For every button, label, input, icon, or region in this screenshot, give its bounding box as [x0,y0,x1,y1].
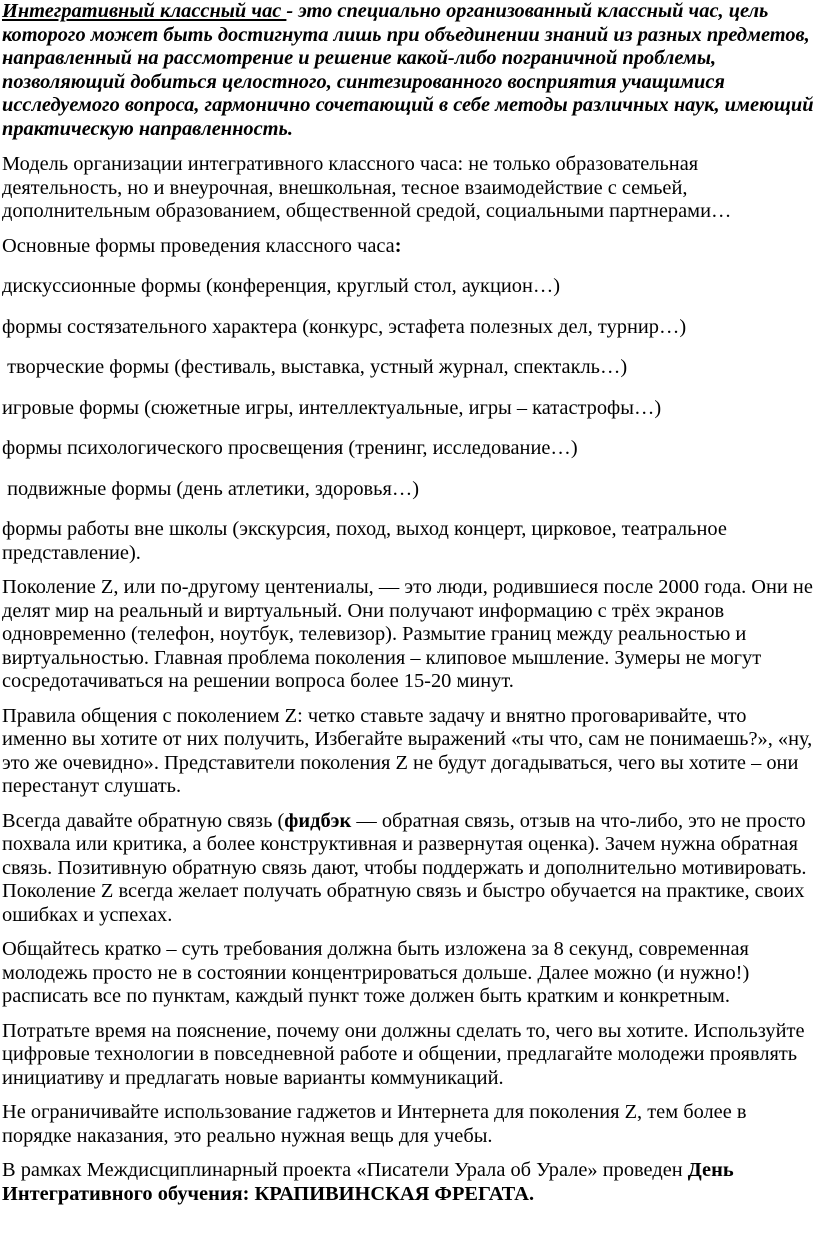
project-title: День Интегративного обучения: КРАПИВИНСКАЯ ФРЕГАТА. [2,1159,734,1205]
forms-heading-text: Основные формы проведения классного часа [2,234,395,257]
list-item: формы психологического просвещения (тренинг, исследование…) [2,437,578,459]
forms-heading-colon: : [394,234,402,257]
gadgets-paragraph: Не ограничивайте использование гаджетов и Интернета для поколения Z, тем более в порядке наказания, это реально нужная вещь для учебы. [2,1101,747,1147]
intro-definition [2,0,814,141]
feedback-before: Всегда давайте обратную связь ( [2,809,285,832]
intro-term: Интегративный классный час [2,0,287,22]
list-item: дискуссионные формы (конференция, круглый стол, аукцион…) [2,275,561,297]
feedback-term: фидбэк [284,809,352,832]
project-paragraph [2,1159,814,1206]
project-before: В рамках Междисциплинарный проекта «Писатели Урала об Урале» проведен [2,1159,688,1181]
list-item: формы состязательного характера (конкурс, эстафета полезных дел, турнир…) [2,315,687,338]
list-item: подвижные формы (день атлетики, здоровья…) [7,477,420,500]
rules-paragraph: Правила общения с поколением Z: четко ставьте задачу и внятно проговаривайте, что именно вы хотите от них получить, Избегайте выражений «ты что, сам не понимаешь?», «ну, это же очевидно». Представители поколения Z не будут догадываться, чего вы хотите – они перестанут слушать. [2,704,813,797]
document-page [2,0,814,1217]
list-item: игровые формы (сюжетные игры, интеллектуальные, игры – катастрофы…) [2,396,662,419]
intro-definition-text: - это специально организованный классный час, цель которого может быть достигнута лишь при объединении знаний из разных предметов, направленный на рассмотрение и решение какой-либо пограничной проблемы, позволяющий добиться целостного, синтезированного восприятия учащимися исследуемого вопроса, гармонично сочетающий в себе методы различных наук, имеющий практическую направленность. [2,0,814,140]
feedback-paragraph [2,810,814,928]
forms-heading [2,235,814,259]
model-paragraph: Модель организации интегративного классного часа: не только образовательная деятельность, но и внеурочная, внешкольная, тесное взаимодействие с семьей, дополнительным образованием, общественной средой, социальными партнерами… [2,153,732,222]
feedback-after: — обратная связь, отзыв на что-либо, это не просто похвала или критика, а более конструктивная и развернутая оценка). Зачем нужна обратная связь. Позитивную обратную связь дают, чтобы поддержать и дополнительно мотивировать. Поколение Z всегда желает получать обратную связь и быстро обучается на практике, своих ошибках и успехах. [2,809,807,926]
list-item: творческие формы (фестиваль, выставка, устный журнал, спектакль…) [7,356,628,378]
generation-z-paragraph: Поколение Z, или по-другому центениалы, — это люди, родившиеся после 2000 года. Они не делят мир на реальный и виртуальный. Они получают информацию с трёх экранов одновременно (телефон, ноутбук, телевизор). Размытие границ между реальностью и виртуальностью. Главная проблема поколения – клиповое мышление. Зумеры не могут сосредотачиваться на решении вопроса более 15-20 минут. [2,576,813,692]
brief-paragraph: Общайтесь кратко – суть требования должна быть изложена за 8 секунд, современная молодежь просто не в состоянии концентрироваться дольше. Далее можно (и нужно!) расписать все по пунктам, каждый пункт тоже должен быть кратким и конкретным. [2,938,750,1007]
list-item: формы работы вне школы (экскурсия, поход, выход концерт, цирковое, театральное представление). [2,518,727,564]
explain-paragraph: Потратьте время на пояснение, почему они должны сделать то, чего вы хотите. Используйте цифровые технологии в повседневной работе и общении, предлагайте молодежи проявлять инициативу и предлагать новые варианты коммуникаций. [2,1019,805,1089]
